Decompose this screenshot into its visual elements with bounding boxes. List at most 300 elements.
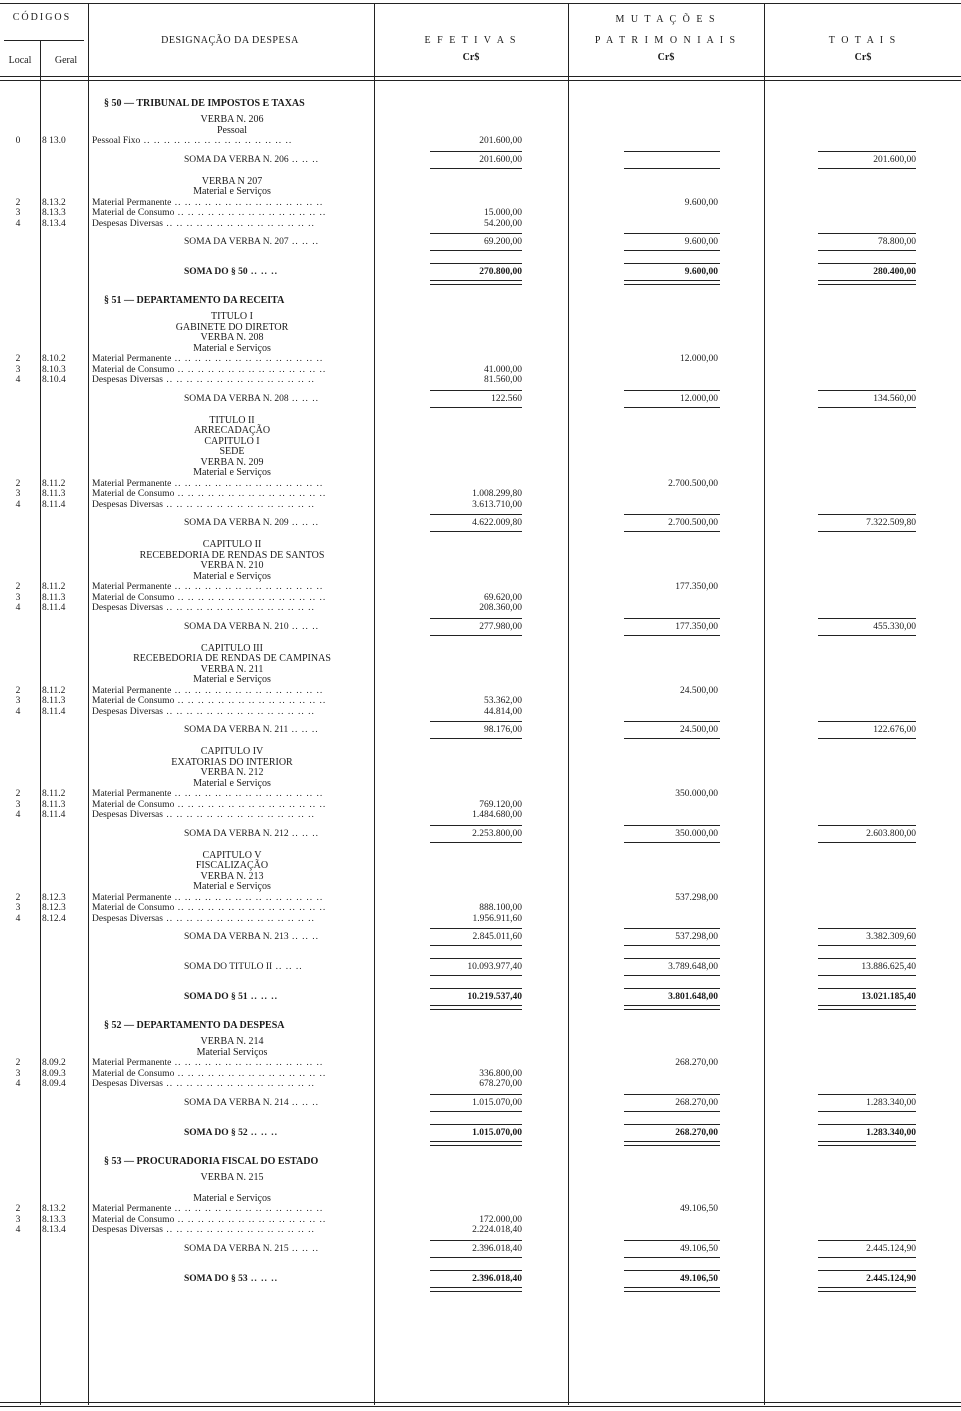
sum-bottom-rule — [430, 738, 522, 739]
subtotal-efetivas: 1.015.070,00 — [472, 1127, 522, 1138]
leader-dots: .. .. .. .. .. .. .. .. .. .. .. .. .. .. .. — [171, 582, 324, 592]
geral-code: 8.12.3 — [42, 892, 66, 903]
efetivas-value: 44.814,00 — [484, 706, 522, 717]
expense-description-text: Despesas Diversas — [92, 1225, 163, 1235]
sum-bottom-double-rule — [430, 1291, 522, 1292]
sum-top-rule — [818, 390, 916, 391]
verba-title-line: VERBA N. 208 — [200, 332, 264, 343]
efetivas-value: 1.008.299,80 — [472, 489, 522, 499]
efetivas-value: 53.362,00 — [484, 696, 522, 706]
sum-top-rule — [818, 618, 916, 619]
verba-title-line: Material e Serviços — [193, 570, 271, 582]
sum-top-rule — [430, 263, 522, 264]
local-code: 0 — [15, 136, 21, 146]
bottom-rule — [0, 1402, 961, 1403]
leader-dots: .. .. .. .. .. .. .. .. .. .. .. .. .. .. .. — [174, 592, 327, 603]
leader-dots: .. .. .. — [288, 154, 319, 165]
efetivas-value: 15.000,00 — [484, 208, 522, 218]
sum-top-rule — [624, 514, 720, 515]
leader-dots: .. .. .. .. .. .. .. .. .. .. .. .. .. .. .. — [174, 799, 327, 810]
geral-code: 8.09.3 — [42, 1068, 66, 1079]
subtotal-mutacoes: 537.298,00 — [675, 932, 718, 942]
subtotal-row — [0, 962, 961, 973]
subtotal-totais: 1.283.340,00 — [866, 1097, 916, 1108]
section-heading — [0, 1020, 961, 1031]
expense-description — [92, 208, 372, 219]
leader-dots: .. .. .. — [288, 393, 319, 404]
mutacoes-value: 350.000,00 — [675, 789, 718, 799]
sum-bottom-rule — [818, 975, 916, 976]
expense-description-text: Material Permanente — [92, 478, 172, 489]
subtotal-mutacoes: 3.801.648,00 — [668, 992, 718, 1002]
local-code: 3 — [15, 696, 21, 706]
leader-dots: .. .. .. .. .. .. .. .. .. .. .. .. .. .. .. — [171, 892, 324, 903]
local-code: 2 — [15, 582, 21, 592]
expense-description — [92, 219, 372, 230]
sum-bottom-rule — [430, 1257, 522, 1258]
sum-top-rule — [624, 928, 720, 929]
subtotal-row — [0, 155, 961, 166]
sum-top-rule — [818, 988, 916, 989]
geral-code: 8.11.3 — [42, 592, 66, 603]
expense-description — [92, 354, 372, 365]
subtotal-row — [0, 237, 961, 248]
sum-top-rule — [430, 825, 522, 826]
verba-title-line: Material e Serviços — [193, 674, 271, 685]
geral-code: 8.11.4 — [42, 499, 66, 510]
subtotal-totais: 13.021.185,40 — [861, 992, 916, 1002]
leader-dots: .. .. .. .. .. .. .. .. .. .. .. .. .. .. .. — [174, 208, 327, 218]
subtotal-totais: 2.445.124,90 — [866, 1243, 916, 1254]
sum-bottom-rule — [430, 531, 522, 532]
sum-top-rule — [624, 390, 720, 391]
geral-code: 8.13.4 — [42, 1225, 66, 1235]
subtotal-label-text: SOMA DA VERBA N. 206 — [184, 154, 289, 165]
leader-dots: .. .. .. .. .. .. .. .. .. .. .. .. .. .. .. — [162, 913, 315, 924]
sum-bottom-rule — [818, 407, 916, 408]
sum-bottom-rule — [818, 635, 916, 636]
sum-top-rule — [430, 1124, 522, 1125]
subtotal-efetivas: 98.176,00 — [484, 725, 522, 735]
local-code: 4 — [15, 1225, 21, 1235]
expense-description-text: Material Permanente — [92, 892, 172, 903]
leader-dots: .. .. .. — [288, 237, 319, 247]
sum-bottom-double-rule — [818, 1145, 916, 1146]
expense-description — [92, 582, 372, 593]
subtotal-mutacoes: 350.000,00 — [675, 828, 718, 839]
leader-dots: .. .. .. — [288, 828, 319, 839]
sum-bottom-rule — [430, 280, 522, 281]
expense-description — [92, 500, 372, 511]
verba-title-line: Material e Serviços — [193, 186, 271, 197]
verba-title-line: VERBA N 207 — [201, 175, 263, 187]
header-designacao: DESIGNAÇÃO DA DESPESA — [161, 35, 299, 46]
sum-bottom-rule — [818, 1287, 916, 1288]
expense-line-item — [0, 375, 961, 386]
subtotal-mutacoes: 268.270,00 — [675, 1097, 718, 1108]
expense-description-text: Material Permanente — [92, 789, 172, 799]
leader-dots: .. .. .. .. .. .. .. .. .. .. .. .. .. .. .. — [174, 903, 327, 913]
section-heading-text: § 52 — DEPARTAMENTO DA DESPESA — [104, 1020, 285, 1031]
geral-code: 8.11.3 — [42, 489, 66, 499]
header-geral: Geral — [54, 55, 78, 66]
subtotal-row — [0, 518, 961, 529]
sum-bottom-rule — [430, 250, 522, 251]
expense-line-item — [0, 1225, 961, 1236]
efetivas-value: 201.600,00 — [479, 136, 522, 146]
sum-top-rule — [624, 618, 720, 619]
sum-bottom-rule — [818, 1111, 916, 1112]
expense-description-text: Material Permanente — [92, 582, 172, 592]
top-rule — [0, 3, 961, 4]
section-heading-text: § 51 — DEPARTAMENTO DA RECEITA — [104, 295, 285, 306]
subtotal-efetivas: 201.600,00 — [479, 154, 522, 165]
geral-code: 8.13.2 — [42, 197, 66, 208]
expense-line-item — [0, 582, 961, 593]
efetivas-value: 3.613.710,00 — [472, 499, 522, 510]
subtotal-label-text: SOMA DA VERBA N. 209 — [184, 518, 289, 528]
expense-description-text: Material de Consumo — [92, 799, 175, 810]
verba-title-line — [92, 1183, 372, 1194]
header-local: Local — [8, 55, 32, 66]
expense-line-item — [0, 903, 961, 914]
sum-top-rule — [624, 958, 720, 959]
section-heading-text: § 50 — TRIBUNAL DE IMPOSTOS E TAXAS — [104, 98, 305, 109]
leader-dots: .. .. .. .. .. .. .. .. .. .. .. .. .. .. .. — [171, 354, 324, 364]
sum-top-rule — [430, 233, 522, 234]
leader-dots: .. .. .. — [247, 267, 278, 277]
sum-bottom-rule — [624, 250, 720, 251]
sum-top-rule — [818, 233, 916, 234]
expense-description — [92, 1204, 372, 1215]
sum-bottom-double-rule — [818, 284, 916, 285]
expense-description — [92, 1069, 372, 1080]
local-code: 2 — [15, 685, 21, 696]
subtotal-label-text: SOMA DO § 52 — [184, 1127, 248, 1138]
efetivas-value: 172.000,00 — [479, 1214, 522, 1225]
subtotal-efetivas: 1.015.070,00 — [472, 1097, 522, 1108]
sum-bottom-rule — [818, 531, 916, 532]
expense-line-item — [0, 500, 961, 511]
verba-title-line: EXATORIAS DO INTERIOR — [171, 756, 293, 768]
section-heading-text: § 53 — PROCURADORIA FISCAL DO ESTADO — [104, 1155, 319, 1167]
leader-dots: .. .. .. .. .. .. .. .. .. .. .. .. .. .. .. — [162, 375, 315, 385]
subtotal-mutacoes: 2.700.500,00 — [668, 518, 718, 528]
subtotal-mutacoes: 177.350,00 — [675, 621, 718, 632]
subtotal-row — [0, 992, 961, 1003]
geral-code: 8.10.2 — [42, 354, 66, 364]
expense-line-item — [0, 136, 961, 147]
subtotal-label-text: SOMA DO TITULO II — [184, 962, 273, 972]
expense-description — [92, 1215, 372, 1226]
expense-line-item — [0, 696, 961, 707]
verba-title-line: VERBA N. 211 — [200, 663, 264, 675]
expense-description — [92, 696, 372, 707]
verba-title-line: Material Serviços — [196, 1046, 268, 1058]
expense-description — [92, 198, 372, 209]
expense-description-text: Material de Consumo — [92, 592, 175, 603]
expense-description — [92, 593, 372, 604]
leader-dots: .. .. .. — [272, 962, 303, 972]
leader-dots: .. .. .. .. .. .. .. .. .. .. .. .. .. .. .. — [174, 696, 327, 706]
mutacoes-value: 24.500,00 — [680, 685, 718, 696]
header-totais: T O T A I S — [828, 35, 898, 46]
sum-top-rule — [818, 1240, 916, 1241]
leader-dots: .. .. .. .. .. .. .. .. .. .. .. .. .. .. .. — [162, 1079, 315, 1089]
verba-title-line: CAPITULO II — [202, 539, 262, 550]
expense-line-item — [0, 800, 961, 811]
sum-bottom-rule — [818, 1257, 916, 1258]
sum-bottom-rule — [818, 1005, 916, 1006]
subtotal-row — [0, 1274, 961, 1285]
geral-code: 8.12.3 — [42, 903, 66, 913]
expense-description-text: Despesas Diversas — [92, 913, 163, 924]
sum-bottom-double-rule — [430, 1145, 522, 1146]
expense-description — [92, 914, 372, 925]
section-heading — [0, 1156, 961, 1167]
local-code: 4 — [15, 603, 21, 613]
local-code: 3 — [15, 489, 21, 499]
verba-title — [92, 1037, 372, 1058]
verba-title-line: RECEBEDORIA DE RENDAS DE CAMPINAS — [133, 653, 331, 664]
expense-description-text: Material de Consumo — [92, 1214, 175, 1225]
verba-title-line: FISCALIZAÇÃO — [195, 860, 269, 871]
sum-top-rule — [818, 514, 916, 515]
subtotal-totais: 455.330,00 — [873, 621, 916, 632]
subtotal-efetivas: 122.560 — [491, 393, 522, 404]
local-code: 3 — [15, 364, 21, 375]
header-codigos: CÓDIGOS — [12, 12, 72, 23]
subtotal-efetivas: 2.396.018,40 — [472, 1243, 522, 1254]
local-code: 4 — [15, 218, 21, 229]
expense-line-item — [0, 593, 961, 604]
verba-title-line: VERBA N. 206 — [200, 114, 264, 125]
expense-description — [92, 365, 372, 376]
efetivas-value: 1.484.680,00 — [472, 810, 522, 820]
local-code: 2 — [15, 892, 21, 903]
local-code: 2 — [15, 1204, 21, 1214]
leader-dots: .. .. .. .. .. .. .. .. .. .. .. .. .. .. .. — [140, 136, 293, 146]
verba-title-line: VERBA N. 214 — [200, 1036, 264, 1047]
sum-top-rule — [430, 514, 522, 515]
local-code: 3 — [15, 1214, 21, 1225]
subtotal-totais: 122.676,00 — [873, 725, 916, 735]
sum-bottom-rule — [624, 945, 720, 946]
expense-line-item — [0, 810, 961, 821]
verba-title-line: VERBA N. 212 — [200, 767, 264, 778]
subtotal-row — [0, 394, 961, 405]
geral-code: 8.09.4 — [42, 1079, 66, 1089]
efetivas-value: 208.360,00 — [479, 603, 522, 613]
expense-description-text: Material de Consumo — [92, 696, 175, 706]
header-patrimoniais: P A T R I M O N I A I S — [594, 35, 738, 46]
sum-bottom-rule — [624, 1287, 720, 1288]
local-code: 3 — [15, 1068, 21, 1079]
leader-dots: .. .. .. — [247, 1127, 278, 1138]
sum-bottom-rule — [430, 842, 522, 843]
leader-dots: .. .. .. .. .. .. .. .. .. .. .. .. .. .. .. — [174, 1214, 327, 1225]
geral-code: 8.11.4 — [42, 603, 66, 613]
sum-bottom-rule — [818, 945, 916, 946]
subtotal-row — [0, 1244, 961, 1255]
leader-dots: .. .. .. .. .. .. .. .. .. .. .. .. .. .. .. — [162, 218, 315, 229]
leader-dots: .. .. .. .. .. .. .. .. .. .. .. .. .. .. .. — [162, 706, 315, 717]
sum-bottom-rule — [818, 738, 916, 739]
leader-dots: .. .. .. — [288, 932, 319, 942]
sum-top-rule — [818, 825, 916, 826]
subtotal-row — [0, 267, 961, 278]
geral-code: 8.11.3 — [42, 696, 66, 706]
verba-title-line: Material e Serviços — [193, 467, 271, 478]
sum-bottom-rule — [624, 738, 720, 739]
subtotal-mutacoes: 12.000,00 — [680, 393, 718, 404]
mutacoes-value: 12.000,00 — [680, 354, 718, 364]
sum-bottom-rule — [430, 1111, 522, 1112]
mutacoes-value: 177.350,00 — [675, 582, 718, 592]
sum-top-rule — [430, 721, 522, 722]
subtotal-mutacoes: 268.270,00 — [675, 1127, 718, 1138]
subtotal-totais: 280.400,00 — [873, 267, 916, 277]
geral-code: 8.09.2 — [42, 1058, 66, 1068]
local-code: 4 — [15, 913, 21, 924]
expense-line-item — [0, 208, 961, 219]
expense-description — [92, 489, 372, 500]
expense-description-text: Despesas Diversas — [92, 375, 163, 385]
sum-bottom-double-rule — [818, 1009, 916, 1010]
subtotal-label-text: SOMA DA VERBA N. 215 — [184, 1243, 289, 1254]
local-code: 3 — [15, 799, 21, 810]
expense-line-item — [0, 1204, 961, 1215]
expense-description — [92, 375, 372, 386]
subtotal-label-text: SOMA DA VERBA N. 211 — [184, 725, 289, 735]
leader-dots: .. .. .. .. .. .. .. .. .. .. .. .. .. .. .. — [162, 499, 315, 510]
geral-code: 8.11.2 — [42, 582, 66, 592]
subtotal-totais: 201.600,00 — [873, 154, 916, 165]
efetivas-value: 336.800,00 — [479, 1068, 522, 1079]
sum-top-rule — [430, 1240, 522, 1241]
leader-dots: .. .. .. — [288, 1097, 319, 1108]
expense-description-text: Despesas Diversas — [92, 810, 163, 820]
subtotal-label-text: SOMA DA VERBA N. 213 — [184, 932, 289, 942]
expense-line-item — [0, 198, 961, 209]
expense-description — [92, 810, 372, 821]
expense-line-item — [0, 1069, 961, 1080]
expense-description — [92, 789, 372, 800]
geral-code: 8.13.3 — [42, 208, 66, 218]
verba-title-line: TITULO I — [211, 311, 253, 322]
sum-bottom-rule — [430, 975, 522, 976]
sum-bottom-rule — [624, 531, 720, 532]
leader-dots: .. .. .. .. .. .. .. .. .. .. .. .. .. .. .. — [162, 810, 315, 820]
sum-top-rule — [624, 1240, 720, 1241]
geral-code: 8.11.4 — [42, 706, 66, 717]
sum-top-rule — [430, 958, 522, 959]
mutacoes-value: 9.600,00 — [684, 197, 718, 208]
verba-title-line: CAPITULO I — [204, 435, 260, 447]
subtotal-totais: 2.603.800,00 — [866, 828, 916, 839]
efetivas-value: 41.000,00 — [484, 364, 522, 375]
sum-bottom-rule — [624, 1257, 720, 1258]
efetivas-value: 678.270,00 — [479, 1079, 522, 1089]
verba-title — [92, 416, 372, 479]
sum-top-rule — [624, 1270, 720, 1271]
leader-dots: .. .. .. .. .. .. .. .. .. .. .. .. .. .. .. — [171, 1204, 324, 1214]
expense-line-item — [0, 707, 961, 718]
local-code: 4 — [15, 706, 21, 717]
header-mutacoes: M U T A Ç Õ E S — [615, 14, 717, 25]
header-mutacoes-currency: Cr$ — [657, 52, 675, 63]
expense-description-text: Despesas Diversas — [92, 706, 163, 717]
sum-bottom-double-rule — [818, 1291, 916, 1292]
verba-title-line: VERBA N. 210 — [200, 560, 264, 571]
geral-code: 8.11.3 — [42, 799, 66, 810]
expense-description-text: Material Permanente — [92, 685, 172, 696]
sum-bottom-rule — [624, 842, 720, 843]
expense-description — [92, 1058, 372, 1069]
leader-dots: .. .. .. — [247, 1273, 278, 1284]
verba-title-line: Material e Serviços — [193, 1192, 271, 1204]
expense-line-item — [0, 1215, 961, 1226]
verba-title-line: VERBA N. 215 — [200, 1171, 264, 1183]
sum-top-rule — [818, 928, 916, 929]
subtotal-totais: 2.445.124,90 — [866, 1273, 916, 1284]
efetivas-value: 81.560,00 — [484, 375, 522, 385]
verba-title — [92, 644, 372, 686]
verba-title-line: CAPITULO IV — [200, 746, 264, 757]
expense-line-item — [0, 789, 961, 800]
geral-code: 8.11.2 — [42, 685, 66, 696]
sum-bottom-rule — [624, 407, 720, 408]
header-bottom-rule — [0, 76, 961, 77]
header-totais-currency: Cr$ — [854, 52, 872, 63]
subtotal-label-text: SOMA DA VERBA N. 212 — [184, 828, 289, 839]
sum-bottom-rule — [624, 1111, 720, 1112]
efetivas-value: 1.956.911,60 — [472, 913, 522, 924]
expense-description-text: Material Permanente — [92, 1058, 172, 1068]
sum-bottom-rule — [430, 945, 522, 946]
subtotal-efetivas: 10.093.977,40 — [467, 962, 522, 972]
local-code: 3 — [15, 208, 21, 218]
expense-description — [92, 686, 372, 697]
local-code: 4 — [15, 1079, 21, 1089]
subtotal-totais: 134.560,00 — [873, 393, 916, 404]
verba-title-line: CAPITULO III — [201, 642, 263, 654]
verba-title-line: CAPITULO V — [202, 849, 262, 861]
sum-bottom-double-rule — [430, 1009, 522, 1010]
sum-top-rule — [624, 988, 720, 989]
verba-title — [92, 851, 372, 893]
subtotal-label-text: SOMA DO § 53 — [184, 1273, 248, 1284]
verba-title-line: Material e Serviços — [193, 881, 271, 892]
leader-dots: .. .. .. .. .. .. .. .. .. .. .. .. .. .. .. — [171, 478, 324, 489]
leader-dots: .. .. .. — [288, 621, 319, 632]
leader-dots: .. .. .. — [288, 725, 319, 735]
subtotal-totais: 7.322.509,80 — [866, 518, 916, 528]
expense-line-item — [0, 686, 961, 697]
geral-code: 8.10.4 — [42, 375, 66, 385]
subtotal-efetivas: 2.845.011,60 — [472, 932, 522, 942]
leader-dots: .. .. .. .. .. .. .. .. .. .. .. .. .. .. .. — [174, 489, 327, 499]
mutacoes-value: 268.270,00 — [675, 1058, 718, 1068]
sum-bottom-rule — [430, 168, 522, 169]
subtotal-label-text: SOMA DA VERBA N. 208 — [184, 393, 289, 404]
subtotal-efetivas: 10.219.537,40 — [467, 992, 522, 1002]
sum-top-rule — [624, 1094, 720, 1095]
header-efetivas: E F E T I V A S — [424, 35, 518, 46]
subtotal-totais: 1.283.340,00 — [866, 1127, 916, 1138]
verba-title-line: VERBA N. 213 — [200, 870, 264, 882]
geral-code: 8.13.2 — [42, 1204, 66, 1214]
